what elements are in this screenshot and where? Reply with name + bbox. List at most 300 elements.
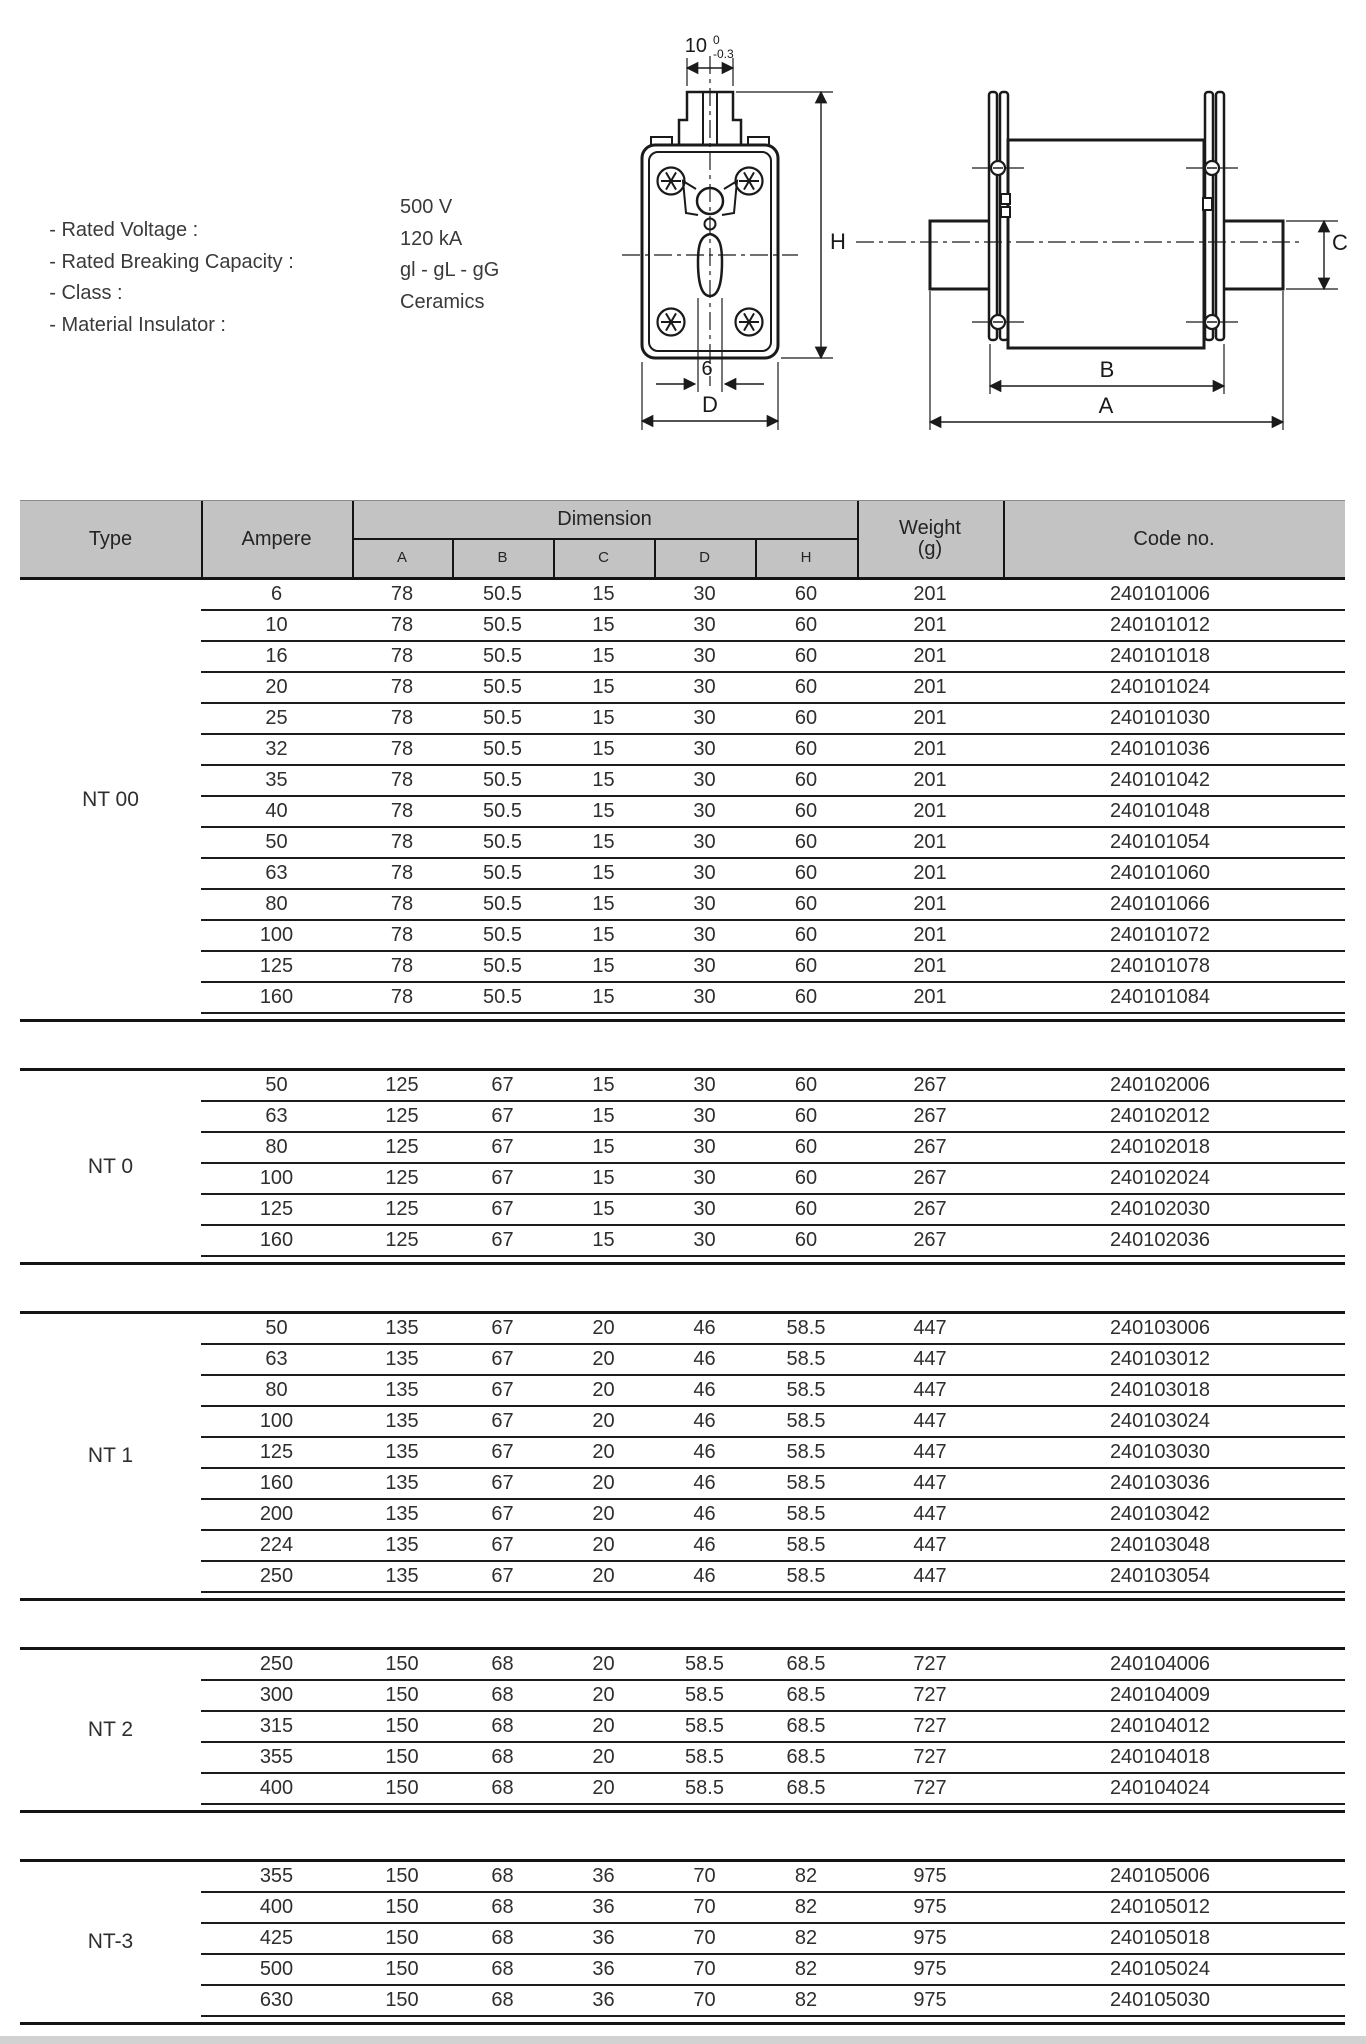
cell-dim-a: 78 — [390, 645, 414, 667]
cell-dim-a: 78 — [390, 831, 414, 853]
header-dim-d: D — [699, 549, 710, 566]
table-row — [201, 983, 1345, 1014]
end-plate-left — [989, 92, 997, 340]
cell-weight: 447 — [913, 1317, 947, 1339]
header-weight-label: Weight — [899, 517, 961, 539]
cell-dim-h: 82 — [794, 1865, 818, 1887]
cell-dim-d: 46 — [693, 1379, 716, 1401]
cell-code: 240103018 — [1109, 1379, 1211, 1401]
cell-weight: 975 — [913, 1989, 947, 2011]
table-header — [20, 500, 1345, 580]
cell-dim-c: 15 — [592, 707, 615, 729]
cell-dim-b: 50.5 — [483, 738, 522, 760]
spec-breaking-capacity — [27, 227, 463, 273]
cell-weight: 201 — [913, 800, 947, 822]
cell-weight: 727 — [913, 1715, 947, 1737]
table-row — [201, 766, 1345, 797]
cell-dim-d: 58.5 — [685, 1715, 724, 1737]
cell-dim-h: 58.5 — [786, 1441, 826, 1463]
fuse-side-view — [856, 92, 1348, 430]
cell-dim-h: 60 — [794, 583, 818, 605]
cell-dim-h: 68.5 — [786, 1746, 826, 1768]
cell-code: 240103036 — [1109, 1472, 1211, 1494]
cell-dim-h: 58.5 — [786, 1503, 826, 1525]
cell-dim-a: 150 — [385, 1865, 419, 1887]
table-row — [201, 1531, 1345, 1562]
cell-dim-b: 68 — [491, 1746, 514, 1768]
cell-dim-a: 150 — [385, 1777, 419, 1799]
cell-dim-h: 68.5 — [786, 1715, 826, 1737]
cell-dim-a: 78 — [390, 893, 414, 915]
cell-dim-c: 36 — [592, 1896, 615, 1918]
screw-icon — [736, 309, 763, 336]
cell-ampere: 10 — [265, 614, 288, 636]
cell-code: 240101060 — [1109, 862, 1211, 884]
table-row — [201, 1376, 1345, 1407]
cell-dim-h: 60 — [794, 645, 818, 667]
cell-ampere: 63 — [265, 1348, 288, 1370]
cell-dim-d: 30 — [693, 1105, 716, 1127]
cell-dim-d: 46 — [693, 1534, 716, 1556]
cell-dim-a: 150 — [385, 1746, 419, 1768]
cell-ampere: 50 — [265, 1317, 288, 1339]
cell-dim-d: 30 — [693, 893, 716, 915]
spec-label: - Class : — [49, 282, 123, 304]
table-group — [20, 1647, 1345, 1813]
table-row — [201, 1469, 1345, 1500]
cell-dim-c: 15 — [592, 1074, 615, 1096]
header-dim-a: A — [396, 549, 407, 566]
dim-tolerance-upper: 0 — [713, 33, 720, 47]
cell-dim-b: 50.5 — [483, 955, 522, 977]
plate-clip — [1001, 194, 1010, 204]
cell-weight: 727 — [913, 1746, 947, 1768]
cell-weight: 201 — [913, 893, 947, 915]
cell-code: 240101054 — [1109, 831, 1211, 853]
cell-weight: 267 — [913, 1074, 947, 1096]
cell-dim-h: 60 — [794, 1167, 818, 1189]
cell-weight: 447 — [913, 1441, 947, 1463]
header-ampere: Ampere — [241, 527, 312, 550]
cell-code: 240104012 — [1109, 1715, 1211, 1737]
cell-dim-c: 20 — [592, 1348, 615, 1370]
cell-dim-b: 68 — [491, 1896, 514, 1918]
header-weight-unit: (g) — [917, 538, 943, 560]
header-divider — [1003, 501, 1005, 577]
header-dimension-underline — [352, 538, 857, 540]
cell-dim-a: 135 — [385, 1472, 419, 1494]
spec-table — [20, 500, 1345, 2025]
cell-dim-c: 20 — [592, 1715, 615, 1737]
table-row — [201, 1862, 1345, 1893]
page-bottom-strip — [0, 2036, 1366, 2044]
cell-code: 240102024 — [1109, 1167, 1211, 1189]
table-row — [201, 1226, 1345, 1257]
cell-dim-h: 60 — [794, 1105, 818, 1127]
cell-ampere: 35 — [265, 769, 288, 791]
cell-dim-b: 50.5 — [483, 893, 522, 915]
cell-dim-h: 58.5 — [786, 1379, 826, 1401]
cell-dim-h: 60 — [794, 738, 818, 760]
cell-dim-d: 46 — [693, 1503, 716, 1525]
cell-dim-c: 15 — [592, 955, 615, 977]
cell-dim-h: 58.5 — [786, 1317, 826, 1339]
cell-dim-d: 70 — [693, 1958, 716, 1980]
cell-weight: 447 — [913, 1565, 947, 1587]
cell-dim-a: 135 — [385, 1317, 419, 1339]
cell-dim-d: 70 — [693, 1896, 716, 1918]
cell-dim-h: 60 — [794, 1198, 818, 1220]
cell-ampere: 300 — [259, 1684, 294, 1706]
cell-dim-c: 15 — [592, 862, 615, 884]
cell-dim-h: 58.5 — [786, 1534, 826, 1556]
cell-weight: 201 — [913, 955, 947, 977]
cell-dim-a: 150 — [385, 1715, 419, 1737]
cell-dim-b: 50.5 — [483, 986, 522, 1008]
cell-weight: 447 — [913, 1348, 947, 1370]
cell-dim-a: 125 — [385, 1229, 419, 1251]
cell-dim-a: 78 — [390, 955, 414, 977]
cell-dim-c: 15 — [592, 1167, 615, 1189]
cell-code: 240105006 — [1109, 1865, 1211, 1887]
table-row — [201, 1438, 1345, 1469]
cell-dim-a: 78 — [390, 707, 414, 729]
cell-weight: 267 — [913, 1229, 947, 1251]
plate-clip — [1203, 198, 1212, 210]
cell-dim-h: 58.5 — [786, 1348, 826, 1370]
cell-dim-b: 67 — [491, 1198, 514, 1220]
cell-ampere: 355 — [259, 1865, 294, 1887]
table-row — [201, 1071, 1345, 1102]
cell-ampere: 100 — [259, 1167, 294, 1189]
cell-weight: 201 — [913, 769, 947, 791]
cell-dim-d: 46 — [693, 1441, 716, 1463]
cell-dim-c: 15 — [592, 1198, 615, 1220]
cell-code: 240104006 — [1109, 1653, 1211, 1675]
cell-dim-b: 68 — [491, 1865, 514, 1887]
table-row — [201, 1314, 1345, 1345]
header-type: Type — [88, 527, 133, 550]
cell-dim-a: 78 — [390, 738, 414, 760]
cell-dim-b: 68 — [491, 1684, 514, 1706]
cell-dim-d: 30 — [693, 738, 716, 760]
cell-dim-c: 20 — [592, 1534, 615, 1556]
cell-dim-d: 30 — [693, 831, 716, 853]
cell-dim-h: 60 — [794, 862, 818, 884]
cell-code: 240103024 — [1109, 1410, 1211, 1432]
cell-ampere: 160 — [259, 1229, 294, 1251]
cell-dim-c: 15 — [592, 924, 615, 946]
cell-dim-b: 50.5 — [483, 769, 522, 791]
cell-code: 240104009 — [1109, 1684, 1211, 1706]
spec-label: - Material Insulator : — [49, 313, 226, 336]
cell-dim-b: 68 — [491, 1715, 514, 1737]
cell-dim-a: 125 — [385, 1198, 419, 1220]
cell-dim-b: 67 — [491, 1167, 514, 1189]
dim-label-blade-width: 10 — [684, 35, 707, 57]
cell-dim-d: 30 — [693, 1136, 716, 1158]
dim-label-B: B — [1099, 357, 1115, 382]
cell-dim-b: 50.5 — [483, 800, 522, 822]
cell-dim-b: 50.5 — [483, 614, 522, 636]
cell-dim-a: 135 — [385, 1503, 419, 1525]
header-dim-b: B — [497, 549, 508, 566]
screw-icon — [658, 309, 685, 336]
cell-dim-h: 68.5 — [786, 1777, 826, 1799]
table-row — [201, 1743, 1345, 1774]
cell-dim-c: 15 — [592, 769, 615, 791]
cell-weight: 975 — [913, 1865, 947, 1887]
cell-dim-a: 125 — [385, 1167, 419, 1189]
cell-dim-h: 60 — [794, 924, 818, 946]
cell-ampere: 315 — [259, 1715, 294, 1737]
cell-dim-d: 30 — [693, 707, 716, 729]
cell-weight: 975 — [913, 1958, 947, 1980]
cell-dim-b: 50.5 — [483, 831, 522, 853]
cell-dim-b: 50.5 — [483, 583, 522, 605]
cell-dim-a: 125 — [385, 1136, 419, 1158]
cell-ampere: 500 — [259, 1958, 294, 1980]
cell-ampere: 6 — [270, 583, 283, 605]
table-row — [201, 580, 1345, 611]
header-weight — [857, 501, 1003, 577]
spec-list — [27, 196, 500, 336]
cell-weight: 201 — [913, 986, 947, 1008]
table-groups — [20, 580, 1345, 2025]
cell-dim-h: 82 — [794, 1989, 818, 2011]
cell-code: 240105024 — [1109, 1958, 1211, 1980]
cell-dim-c: 15 — [592, 800, 615, 822]
cell-dim-c: 20 — [592, 1441, 615, 1463]
cell-weight: 447 — [913, 1379, 947, 1401]
end-plate-right — [1216, 92, 1224, 340]
cell-dim-h: 60 — [794, 831, 818, 853]
cell-dim-h: 60 — [794, 707, 818, 729]
cell-code: 240101030 — [1109, 707, 1211, 729]
cell-ampere: 160 — [259, 1472, 294, 1494]
cell-dim-a: 78 — [390, 986, 414, 1008]
cell-code: 240104024 — [1109, 1777, 1211, 1799]
cell-ampere: 63 — [265, 862, 288, 884]
cell-dim-h: 58.5 — [786, 1565, 826, 1587]
table-row — [201, 1955, 1345, 1986]
screw-icon — [658, 168, 685, 195]
group-type-label: NT 1 — [87, 1444, 134, 1467]
spec-label: - Rated Voltage : — [49, 219, 199, 241]
cell-dim-b: 67 — [491, 1534, 514, 1556]
cell-dim-d: 46 — [693, 1410, 716, 1432]
cell-dim-c: 15 — [592, 893, 615, 915]
cell-ampere: 355 — [259, 1746, 294, 1768]
cell-code: 240104018 — [1109, 1746, 1211, 1768]
cell-dim-a: 150 — [385, 1896, 419, 1918]
spec-material-insulator — [27, 290, 485, 336]
cell-ampere: 63 — [265, 1105, 288, 1127]
cell-dim-b: 68 — [491, 1653, 514, 1675]
table-row — [201, 797, 1345, 828]
header-divider — [201, 501, 203, 577]
cell-dim-c: 20 — [592, 1379, 615, 1401]
spec-value: 120 kA — [400, 227, 463, 250]
cell-dim-h: 82 — [794, 1927, 818, 1949]
header-sub-divider — [452, 539, 454, 577]
cell-dim-c: 20 — [592, 1317, 615, 1339]
cell-dim-d: 46 — [693, 1472, 716, 1494]
cell-dim-a: 150 — [385, 1989, 419, 2011]
cell-weight: 975 — [913, 1927, 947, 1949]
header-dim-h: H — [800, 549, 812, 566]
spec-value: Ceramics — [400, 290, 485, 313]
cell-code: 240101024 — [1109, 676, 1211, 698]
cell-ampere: 630 — [259, 1989, 294, 2011]
cell-dim-c: 15 — [592, 1136, 615, 1158]
table-row — [201, 1562, 1345, 1593]
table-group — [20, 1859, 1345, 2025]
cell-code: 240101066 — [1109, 893, 1211, 915]
cell-dim-d: 30 — [693, 769, 716, 791]
cell-dim-b: 50.5 — [483, 862, 522, 884]
cell-dim-a: 135 — [385, 1410, 419, 1432]
cell-ampere: 80 — [265, 1379, 288, 1401]
cell-ampere: 100 — [259, 924, 294, 946]
cell-code: 240103042 — [1109, 1503, 1211, 1525]
dim-label-A: A — [1098, 393, 1114, 418]
cell-code: 240103006 — [1109, 1317, 1211, 1339]
cell-dim-b: 67 — [491, 1503, 514, 1525]
dim-tolerance-lower: -0.3 — [713, 47, 734, 61]
screw-icon — [736, 168, 763, 195]
header-sub-divider — [755, 539, 757, 577]
cell-dim-c: 20 — [592, 1503, 615, 1525]
cell-dim-c: 15 — [592, 1229, 615, 1251]
cell-dim-c: 15 — [592, 676, 615, 698]
cell-dim-c: 20 — [592, 1653, 615, 1675]
cell-dim-c: 15 — [592, 583, 615, 605]
cell-weight: 267 — [913, 1167, 947, 1189]
cell-dim-d: 30 — [693, 583, 716, 605]
cell-code: 240102036 — [1109, 1229, 1211, 1251]
table-row — [201, 1345, 1345, 1376]
cell-dim-b: 50.5 — [483, 707, 522, 729]
cell-dim-d: 30 — [693, 800, 716, 822]
cell-dim-b: 67 — [491, 1074, 514, 1096]
cell-dim-h: 58.5 — [786, 1410, 826, 1432]
cell-dim-b: 50.5 — [483, 676, 522, 698]
table-row — [201, 1681, 1345, 1712]
header-dimension: Dimension — [557, 508, 652, 530]
cell-ampere: 32 — [265, 738, 288, 760]
cell-ampere: 250 — [259, 1653, 294, 1675]
table-row — [201, 1164, 1345, 1195]
table-row — [201, 1133, 1345, 1164]
table-row — [201, 890, 1345, 921]
table-row — [201, 1774, 1345, 1805]
cell-code: 240103030 — [1109, 1441, 1211, 1463]
cell-dim-a: 150 — [385, 1958, 419, 1980]
cell-dim-a: 135 — [385, 1565, 419, 1587]
cell-dim-b: 67 — [491, 1105, 514, 1127]
cell-dim-c: 36 — [592, 1989, 615, 2011]
table-group — [20, 1311, 1345, 1601]
cell-dim-b: 67 — [491, 1410, 514, 1432]
cell-code: 240103012 — [1109, 1348, 1211, 1370]
dim-label-slot: 6 — [701, 358, 713, 380]
dim-label-D: D — [702, 392, 718, 417]
cell-dim-d: 46 — [693, 1348, 716, 1370]
header-dim-c: C — [598, 549, 609, 566]
table-row — [201, 859, 1345, 890]
table-row — [201, 735, 1345, 766]
cell-dim-d: 58.5 — [685, 1653, 724, 1675]
table-row — [201, 1712, 1345, 1743]
cell-weight: 727 — [913, 1653, 947, 1675]
cell-dim-c: 15 — [592, 645, 615, 667]
cell-ampere: 125 — [259, 1441, 294, 1463]
cell-code: 240102006 — [1109, 1074, 1211, 1096]
cell-dim-b: 68 — [491, 1777, 514, 1799]
header-divider — [857, 501, 859, 577]
cell-code: 240101012 — [1109, 614, 1211, 636]
cell-dim-a: 78 — [390, 583, 414, 605]
table-row — [201, 1500, 1345, 1531]
cell-dim-d: 30 — [693, 1198, 716, 1220]
table-row — [201, 921, 1345, 952]
cell-weight: 201 — [913, 862, 947, 884]
cell-code: 240101042 — [1109, 769, 1211, 791]
cell-weight: 267 — [913, 1105, 947, 1127]
table-row — [201, 828, 1345, 859]
cell-dim-a: 150 — [385, 1684, 419, 1706]
cell-code: 240101084 — [1109, 986, 1211, 1008]
cell-dim-d: 30 — [693, 924, 716, 946]
cell-code: 240101048 — [1109, 800, 1211, 822]
cell-code: 240103054 — [1109, 1565, 1211, 1587]
cell-dim-c: 20 — [592, 1777, 615, 1799]
cell-dim-b: 67 — [491, 1472, 514, 1494]
cell-dim-h: 58.5 — [786, 1472, 826, 1494]
cell-dim-c: 36 — [592, 1958, 615, 1980]
cell-dim-c: 15 — [592, 738, 615, 760]
cell-dim-c: 20 — [592, 1565, 615, 1587]
cell-code: 240102030 — [1109, 1198, 1211, 1220]
cell-dim-b: 68 — [491, 1927, 514, 1949]
cell-code: 240101018 — [1109, 645, 1211, 667]
cell-code: 240101078 — [1109, 955, 1211, 977]
cell-dim-d: 30 — [693, 614, 716, 636]
cell-ampere: 100 — [259, 1410, 294, 1432]
cell-code: 240101036 — [1109, 738, 1211, 760]
spec-label: - Rated Breaking Capacity : — [49, 250, 294, 273]
cell-dim-a: 125 — [385, 1074, 419, 1096]
cell-dim-h: 68.5 — [786, 1684, 826, 1706]
cell-dim-h: 60 — [794, 676, 818, 698]
header-sub-divider — [553, 539, 555, 577]
cell-ampere: 400 — [259, 1896, 294, 1918]
cell-dim-a: 78 — [390, 800, 414, 822]
cell-dim-d: 58.5 — [685, 1684, 724, 1706]
cell-dim-a: 78 — [390, 769, 414, 791]
cell-ampere: 250 — [259, 1565, 294, 1587]
cell-dim-d: 70 — [693, 1989, 716, 2011]
cell-ampere: 125 — [259, 955, 294, 977]
cell-dim-c: 15 — [592, 986, 615, 1008]
cell-code: 240103048 — [1109, 1534, 1211, 1556]
cell-weight: 201 — [913, 676, 947, 698]
table-row — [201, 1924, 1345, 1955]
technical-drawings — [440, 30, 1366, 450]
cell-dim-a: 135 — [385, 1534, 419, 1556]
plate-clip — [1001, 207, 1010, 217]
